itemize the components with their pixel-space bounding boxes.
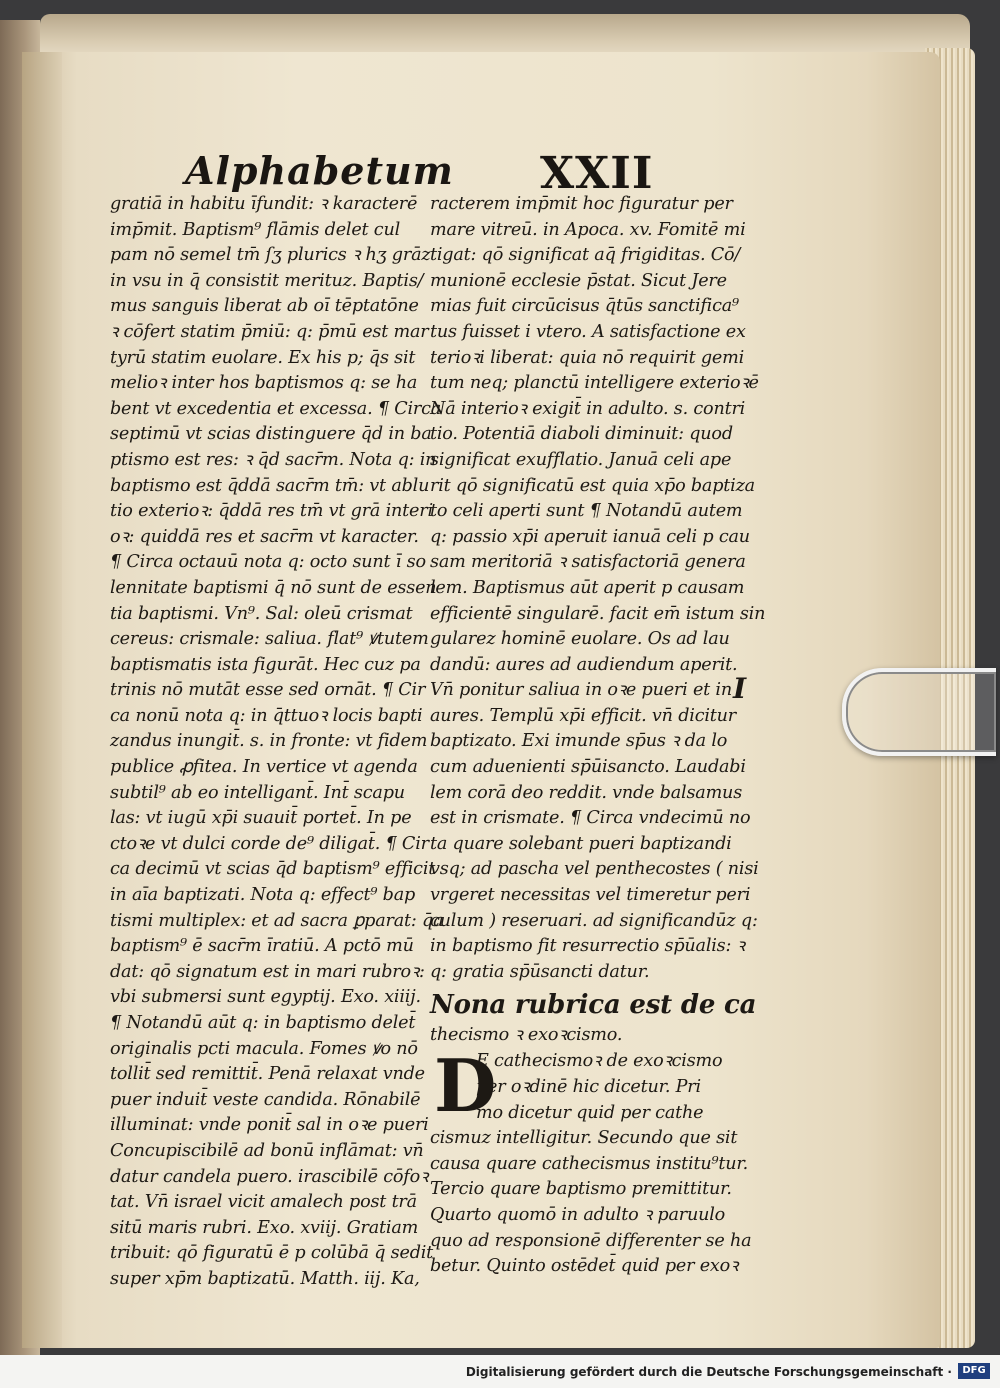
- text-line: rit qō significatū est quia xp̄o baptiza: [430, 475, 755, 496]
- text-line: imp̄mit. Baptism⁹ flāmis delet cul: [110, 219, 401, 240]
- text-line: est in crismate. ¶ Circa vndecimū no: [430, 808, 751, 829]
- footer-credit: Digitalisierung gefördert durch die Deutsche Forschungsgemeinschaft ·: [465, 1365, 952, 1379]
- text-line: baptizato. Exi imunde sp̄us ꝛ da lo: [430, 731, 728, 752]
- text-line: tio. Potentiā diaboli diminuit: quod: [430, 424, 733, 445]
- text-line: vrgeret necessitas vel timeretur peri: [430, 885, 751, 906]
- text-line: tismi multiplex: et ad sacra ꝑparat: q̄a: [110, 910, 444, 931]
- text-line: publice ꝓfitea. In vertice vt agenda: [110, 757, 418, 778]
- text-line: super xp̄m baptizatū. Matth. iij. Ka,: [110, 1268, 420, 1289]
- text-line: tus fuisset i vtero. A satisfactione ex: [430, 321, 746, 342]
- text-line: septimū vt scias distinguere q̄d in ba: [110, 424, 432, 445]
- text-line: vbi submersi sunt egyptij. Exo. xiiij.: [110, 987, 421, 1008]
- dfg-logo-icon: DFG: [958, 1363, 990, 1379]
- text-line: tyrū statim euolare. Ex his p; q̄s sit: [110, 347, 416, 368]
- text-line: gularez hominē euolare. Os ad lau: [430, 629, 730, 650]
- text-line: significat exufflatio. Januā celi ape: [430, 449, 732, 470]
- text-line: betur. Quinto ostēdet̄ quid per exoꝛ: [430, 1256, 739, 1277]
- text-line: tia baptismi. Vn⁹. Sal: oleū crismat: [110, 603, 413, 624]
- running-head-left: Alphabetum: [185, 148, 454, 193]
- text-line: ptismo est res: ꝛ q̄d sacr̄m. Nota q: in: [110, 449, 437, 470]
- text-line: mias fuit circūcisus q̄tūs sanctifica⁹: [430, 296, 739, 317]
- text-line: datur candela puero. irascibilē cōfoꝛ: [110, 1166, 429, 1187]
- text-line: lem corā deo reddit. vnde balsamus: [430, 782, 743, 803]
- text-line: vsq; ad pascha vel penthecostes ( nisi: [430, 859, 759, 880]
- text-line: tat. Vn̄ israel vicit amalech post trā: [110, 1192, 417, 1213]
- text-line: Tercio quare baptismo premittitur.: [430, 1179, 732, 1200]
- text-line: Vn̄ ponitur saliua in oꝛe pueri et in: [430, 680, 732, 701]
- text-line: baptism⁹ ē sacr̄m īratiū. A pctō mū: [110, 936, 414, 957]
- text-line: las: vt iugū xp̄i suauit̄ portet̄. In pe: [110, 808, 412, 829]
- text-line: pam nō semel tm̄ ſʒ plurics ꝛ hʒ grāz: [110, 245, 431, 266]
- rubric-line: thecismo ꝛ exoꝛcismo.: [430, 1025, 623, 1046]
- text-line: zandus inungit̄. s. in fronte: vt fidem: [110, 731, 428, 752]
- page-gutter: [22, 52, 62, 1348]
- text-line: sam meritoriā ꝛ satisfactoriā genera: [430, 552, 746, 573]
- drop-cap-initial: D: [434, 1043, 497, 1129]
- rubric-line: Nona rubrica est de ca: [430, 990, 757, 1021]
- text-line: cum aduenienti sp̄ūisancto. Laudabi: [430, 757, 746, 778]
- text-line: ¶ Circa octauū nota q: octo sunt ī so: [110, 552, 426, 573]
- text-line: mo dicetur quid per cathe: [476, 1102, 704, 1123]
- text-line: originalis pcti macula. Fomes ꝟo nō: [110, 1038, 418, 1059]
- text-line: trinis nō mutāt esse sed ornāt. ¶ Cir: [110, 680, 426, 701]
- page-clip-icon: [842, 668, 996, 756]
- text-line: Concupiscibilē ad bonū inflāmat: vn̄: [110, 1140, 424, 1161]
- text-line: lennitate baptismi q̄ nō sunt de essen: [110, 577, 437, 598]
- text-line: tollit̄ sed remittit̄. Penā relaxat vnde: [110, 1064, 425, 1085]
- text-column-right: [430, 192, 766, 1280]
- text-line: q: gratia sp̄ūsancti datur.: [430, 961, 650, 982]
- text-line: ca decimū vt scias q̄d baptism⁹ efficit: [110, 859, 436, 880]
- text-line: in baptismo fit resurrectio sp̄ūalis: ꝛ: [430, 936, 745, 957]
- text-line: sitū maris rubri. Exo. xviij. Gratiam: [110, 1217, 419, 1238]
- text-line: aures. Templū xp̄i efficit. vn̄ dicitur: [430, 705, 736, 726]
- text-line: ¶ Notandū aūt q: in baptismo delet̄: [110, 1013, 416, 1033]
- text-line: terioꝛi liberat: quia nō requirit gemi: [430, 347, 745, 368]
- text-line: Quarto quomō in adulto ꝛ paruulo: [430, 1204, 726, 1225]
- text-line: tigat: qō significat aq̄ frigiditas. Cō/: [430, 245, 741, 266]
- text-line: gratiā in habitu īfundit: ꝛ karacterē: [110, 194, 418, 214]
- text-line: ꝛ cōfert statim p̄miū: q: p̄mū est mar: [110, 321, 429, 342]
- text-line: to celi aperti sunt ¶ Notandū autem: [430, 501, 743, 522]
- text-line: in aīa baptizati. Nota q: effect⁹ bap: [110, 885, 416, 906]
- text-line: ta quare solebant pueri baptizandi: [430, 833, 732, 854]
- text-line: Nā interioꝛ exigit̄ in adulto. s. contri: [430, 398, 746, 419]
- text-line: tio exterioꝛ: q̄ddā res tm̄ vt grā interi: [110, 501, 433, 522]
- text-line: baptismatis ista figurāt. Hec cuz pa: [110, 654, 421, 675]
- text-line: mus sanguis liberat ab oī tēptatōne: [110, 296, 419, 317]
- text-line: melioꝛ inter hos baptismos q: se ha: [110, 373, 418, 394]
- text-column-left: [110, 192, 444, 1293]
- text-line: subtil⁹ ab eo intelligant̄. Int̄ scapu: [110, 782, 405, 803]
- running-head-folio: XXII: [540, 148, 654, 199]
- text-block-right-upper: [430, 192, 766, 985]
- text-line: ctoꝛe vt dulci corde de⁹ diligat̄. ¶ Cir: [110, 833, 429, 854]
- text-line: cereus: crismale: saliua. flat⁹ ꝟtutem: [110, 629, 429, 650]
- text-line: in vsu in q̄ consistit merituz. Baptis/: [110, 270, 424, 291]
- section-opening: [430, 1043, 752, 1279]
- rubric-heading: [430, 989, 757, 1021]
- text-line: mare vitreū. in Apoca. xv. Fomitē mi: [430, 219, 746, 240]
- text-line: lem. Baptismus aūt aperit p causam: [430, 577, 745, 598]
- text-line: cismuz intelligitur. Secundo que sit: [430, 1128, 738, 1149]
- text-line: tribuit: qō figuratū ē p colūbā q̄ sedit: [110, 1243, 434, 1264]
- text-line: dat: qō signatum est in mari rubroꝛ:: [110, 961, 425, 982]
- marginal-mark: I: [733, 672, 747, 705]
- text-line: q: passio xp̄i aperuit ianuā celi p cau: [430, 526, 750, 547]
- text-line: racterem imp̄mit hoc figuratur per: [430, 194, 733, 214]
- text-line: bent vt excedentia et excessa. ¶ Circa: [110, 398, 442, 419]
- text-line: munionē ecclesie p̄stat. Sicut Jere: [430, 270, 727, 291]
- text-line: per oꝛdinē hic dicetur. Pri: [476, 1077, 701, 1097]
- text-line: causa quare cathecismus institu⁹tur.: [430, 1153, 748, 1174]
- text-line: efficientē singularē. facit em̄ istum sin: [430, 603, 766, 624]
- text-line: illuminat: vnde ponit̄ sal in oꝛe pueri: [110, 1115, 429, 1136]
- text-line: ca nonū nota q: in q̄ttuoꝛ locis bapti: [110, 705, 423, 726]
- text-line: quo ad responsionē differenter se ha: [430, 1230, 752, 1251]
- footer-bar: [0, 1355, 1000, 1388]
- text-line: puer induit̄ veste candida. Rōnabilē: [110, 1089, 421, 1110]
- text-line: oꝛ: quiddā res et sacr̄m vt karacter.: [110, 526, 419, 547]
- text-line: tum neq; planctū intelligere exterioꝛē: [430, 373, 759, 394]
- text-line: baptismo est q̄ddā sacr̄m tm̄: vt ablu: [110, 475, 430, 496]
- text-line: E cathecismoꝛ de exoꝛcismo: [476, 1051, 723, 1072]
- text-line: culum ) reseruari. ad significandūz q:: [430, 910, 758, 931]
- text-line: dandū: aures ad audiendum aperit.: [430, 654, 738, 675]
